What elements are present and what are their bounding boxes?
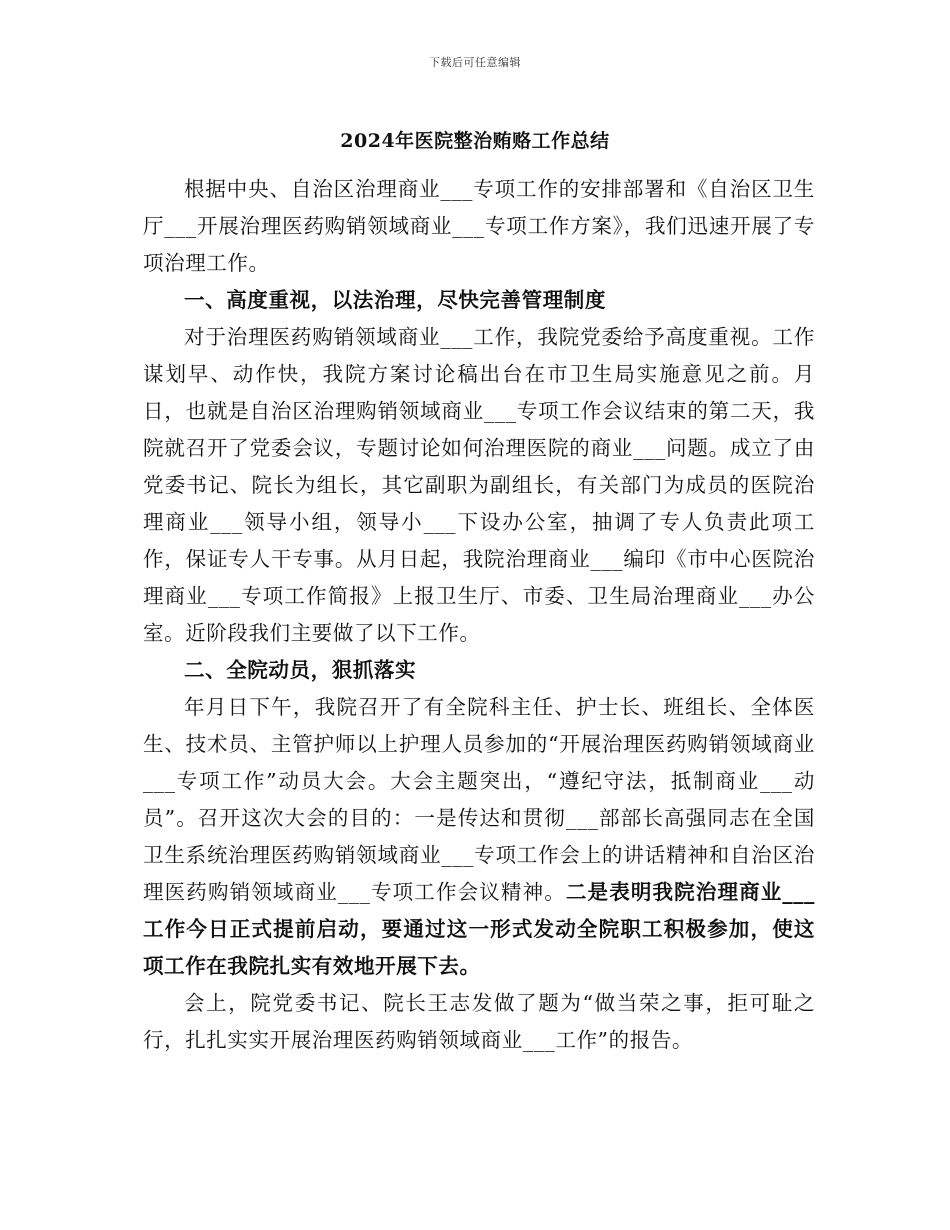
section-2-paragraph xyxy=(143,689,815,985)
header-note: 下载后可任意编辑 xyxy=(429,56,521,69)
section-2-bold-text: 二是表明我院治理商业___工作今日正式提前启动，要通过这一形式发动全院职工积极参加，使这项工作在我院扎实有效地开展下去。 xyxy=(143,880,815,978)
section-2-heading: 二、全院动员，狠抓落实 xyxy=(184,658,417,682)
section-2-normal-text: 年月日下午，我院召开了有全院科主任、护士长、班组长、全体医生、技术员、主管护师以上护理人员参加的“开展治理医药购销领域商业___专项工作”动员大会。大会主题突出，“遵纪守法，抵制商业___动员”。召开这次大会的目的：一是传达和贯彻___部部长高强同志在全国卫生系统治理医药购销领域商业___专项工作会上的讲话精神和自治区治理医药购销领域商业___专项工作会议精神。 xyxy=(143,695,815,904)
section-1-paragraph: 对于治理医药购销领域商业___工作，我院党委给予高度重视。工作谋划早、动作快，我院方案讨论稿出台在市卫生局实施意见之前。月日，也就是自治区治理购销领域商业___专项工作会议结束的第二天，我院就召开了党委会议，专题讨论如何治理医院的商业___问题。成立了由党委书记、院长为组长，其它副职为副组长，有关部门为成员的医院治理商业___领导小组，领导小___下设办公室，抽调了专人负责此项工作，保证专人干专事。从月日起，我院治理商业___编印《市中心医院治理商业___专项工作简报》上报卫生厅、市委、卫生局治理商业___办公室。近阶段我们主要做了以下工作。 xyxy=(143,325,815,645)
section-2-paragraph-2: 会上，院党委书记、院长王志发做了题为“做当荣之事，拒可耻之行，扎扎实实开展治理医药购销领域商业___工作”的报告。 xyxy=(143,991,815,1052)
document-title: 2024年医院整治贿赂工作总结 xyxy=(340,130,610,152)
intro-paragraph: 根据中央、自治区治理商业___专项工作的安排部署和《自治区卫生厅___开展治理医药购销领域商业___专项工作方案》，我们迅速开展了专项治理工作。 xyxy=(143,177,815,275)
document-body xyxy=(143,171,815,1059)
section-1-heading: 一、高度重视，以法治理，尽快完善管理制度 xyxy=(184,288,606,312)
